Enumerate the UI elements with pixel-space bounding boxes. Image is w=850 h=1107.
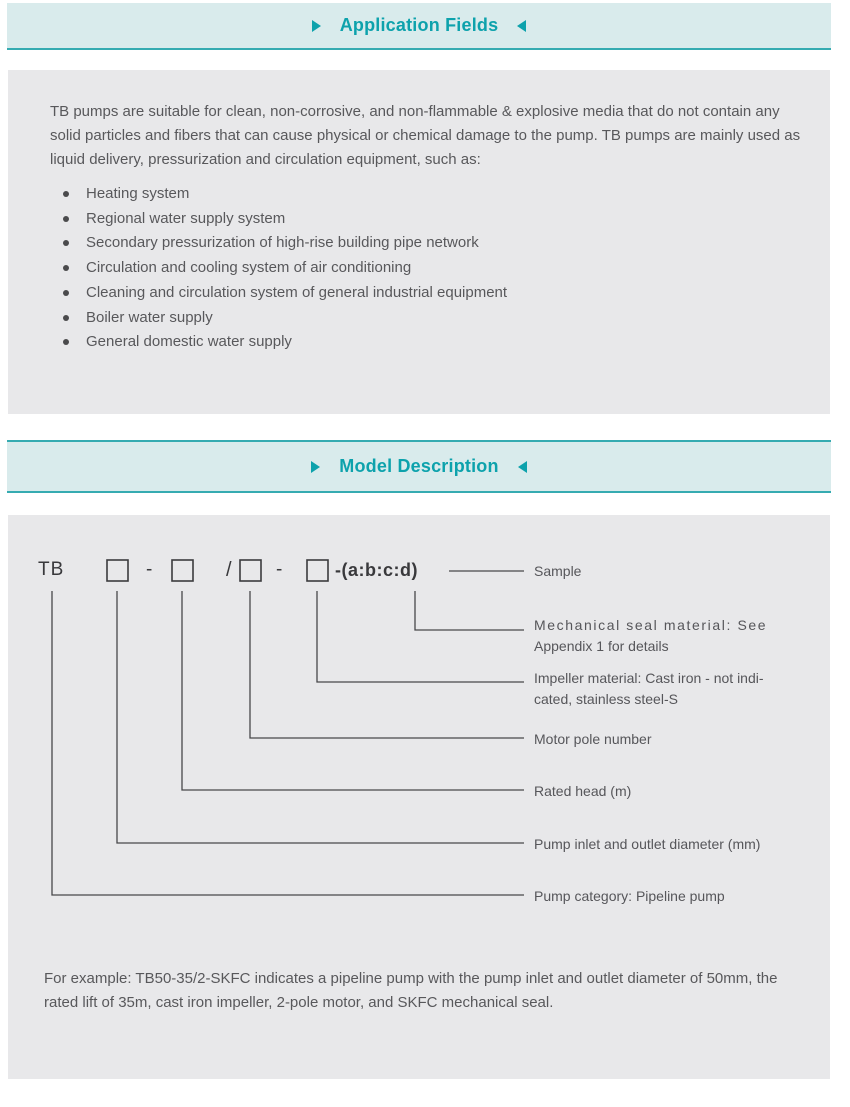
section-header-application-fields [7, 3, 831, 50]
label-line: cated, stainless steel-S [534, 691, 678, 707]
model-code-slash: / [226, 559, 232, 581]
label-line: Mechanical seal material: See [534, 617, 768, 633]
model-code-separator: - [276, 559, 283, 580]
list-item: Cleaning and circulation system of general industrial equipment [50, 281, 796, 306]
section-title: Application Fields [339, 15, 499, 35]
arrow-left-icon [518, 461, 527, 473]
list-item: Secondary pressurization of high-rise building pipe network [50, 231, 796, 256]
intro-paragraph: TB pumps are suitable for clean, non-corrosive, and non-flammable & explosive media that do not contain any solid particles and fibers that can cause physical or chemical damage to the pump. TB pumps are mainly used as liquid delivery, pressurization and circulation equipment, such as: [50, 103, 801, 168]
label-rated-head: Rated head (m) [534, 783, 632, 799]
arrow-right-icon [311, 461, 320, 473]
list-item: Circulation and cooling system of air conditioning [50, 256, 796, 281]
example-paragraph: For example: TB50-35/2-SKFC indicates a pipeline pump with the pump inlet and outlet diameter of 50mm, the rated lift of 35m, cast iron impeller, 2-pole motor, and SKFC mechanical seal. [44, 970, 778, 1011]
arrow-right-icon [312, 20, 321, 32]
model-code-separator: - [146, 559, 153, 580]
list-item: Boiler water supply [50, 306, 796, 331]
label-mechanical-seal [534, 615, 826, 657]
arrow-left-icon [517, 20, 526, 32]
model-code-prefix: TB [38, 559, 65, 580]
label-line: Impeller material: Cast iron - not indi- [534, 670, 764, 686]
application-fields-panel [8, 70, 830, 414]
label-sample: Sample [534, 563, 582, 579]
model-code-seal-suffix: -(a:b:c:d) [335, 560, 418, 580]
label-line: Appendix 1 for details [534, 638, 669, 654]
list-item: Regional water supply system [50, 207, 796, 232]
section-header-model-description [7, 440, 831, 493]
list-item: General domestic water supply [50, 330, 796, 355]
label-motor-pole-number: Motor pole number [534, 731, 652, 747]
label-impeller-material [534, 668, 826, 710]
section-title: Model Description [339, 456, 499, 476]
label-inlet-outlet-diameter: Pump inlet and outlet diameter (mm) [534, 836, 761, 852]
application-list [50, 182, 796, 355]
list-item: Heating system [50, 182, 796, 207]
label-pump-category: Pump category: Pipeline pump [534, 888, 725, 904]
model-description-panel [8, 515, 830, 1079]
